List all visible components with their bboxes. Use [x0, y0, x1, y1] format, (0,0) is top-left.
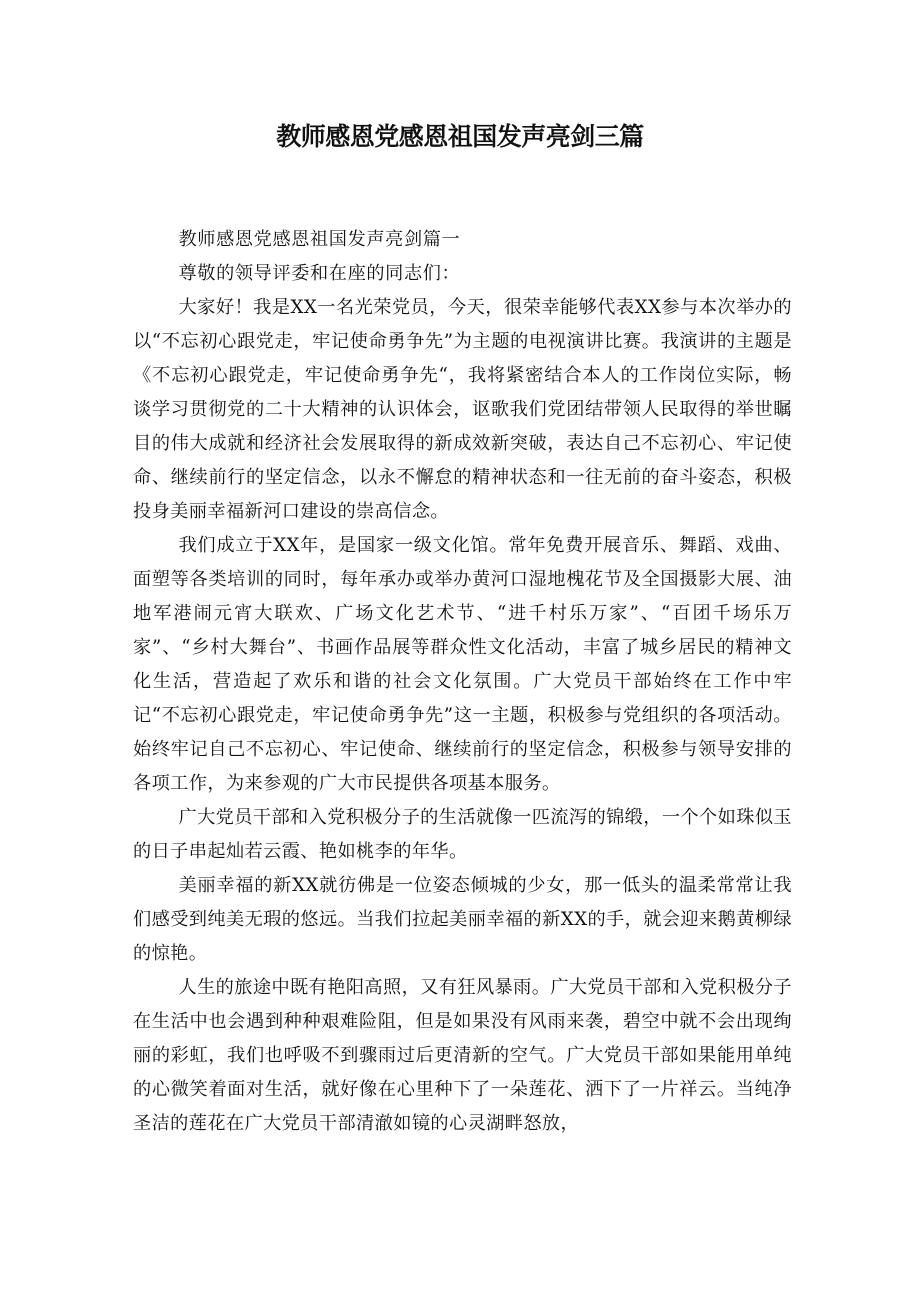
body-paragraph: 人生的旅途中既有艳阳高照，又有狂风暴雨。广大党员干部和入党积极分子在生活中也会遇到种种艰难险阻，但是如果没有风雨来袭，碧空中就不会出现绚丽的彩虹，我们也呼吸不到骤雨过后更清新的空气。广大党员干部如果能用单纯的心微笑着面对生活，就好像在心里种下了一朵莲花、洒下了一片祥云。当纯净圣洁的莲花在广大党员干部清澈如镜的心灵湖畔怒放，: [133, 977, 792, 1134]
body-paragraph: 广大党员干部和入党积极分子的生活就像一匹流泻的锦缎，一个个如珠似玉的日子串起灿若云霞、艳如桃李的年华。: [133, 807, 792, 862]
document-title: 教师感恩党感恩祖国发声亮剑三篇: [276, 122, 644, 151]
body-paragraph: 大家好！我是XX一名光荣党员，今天，很荣幸能够代表XX参与本次举办的以“不忘初心跟党走，牢记使命勇争先”为主题的电视演讲比赛。我演讲的主题是《不忘初心跟党走，牢记使命勇争先“，我将紧密结合本人的工作岗位实际，畅谈学习贯彻党的二十大精神的认识体会，讴歌我们党团结带领人民取得的举世瞩目的伟大成就和经济社会发展取得的新成效新突破，表达自己不忘初心、牢记使命、继续前行的坚定信念，以永不懈怠的精神状态和一往无前的奋斗姿态，积极投身美丽幸福新河口建设的崇高信念。: [133, 297, 792, 522]
document-body: [133, 223, 792, 1141]
salutation: 尊敬的领导评委和在座的同志们：: [178, 263, 461, 284]
body-paragraph: 美丽幸福的新XX就彷佛是一位姿态倾城的少女，那一低头的温柔常常让我们感受到纯美无瑕的悠远。当我们拉起美丽幸福的新XX的手，就会迎来鹅黄柳绿的惊艳。: [133, 875, 792, 964]
body-paragraph: 我们成立于XX年，是国家一级文化馆。常年免费开展音乐、舞蹈、戏曲、面塑等各类培训的同时，每年承办或举办黄河口湿地槐花节及全国摄影大展、油地军港闹元宵大联欢、广场文化艺术节、“进千村乐万家”、“百团千场乐万家”、“乡村大舞台”、书画作品展等群众性文化活动，丰富了城乡居民的精神文化生活，营造起了欢乐和谐的社会文化氛围。广大党员干部始终在工作中牢记“不忘初心跟党走，牢记使命勇争先”这一主题，积极参与党组织的各项活动。始终牢记自己不忘初心、牢记使命、继续前行的坚定信念，积极参与领导安排的各项工作，为来参观的广大市民提供各项基本服务。: [133, 535, 792, 794]
section-heading: 教师感恩党感恩祖国发声亮剑篇一: [178, 229, 461, 250]
